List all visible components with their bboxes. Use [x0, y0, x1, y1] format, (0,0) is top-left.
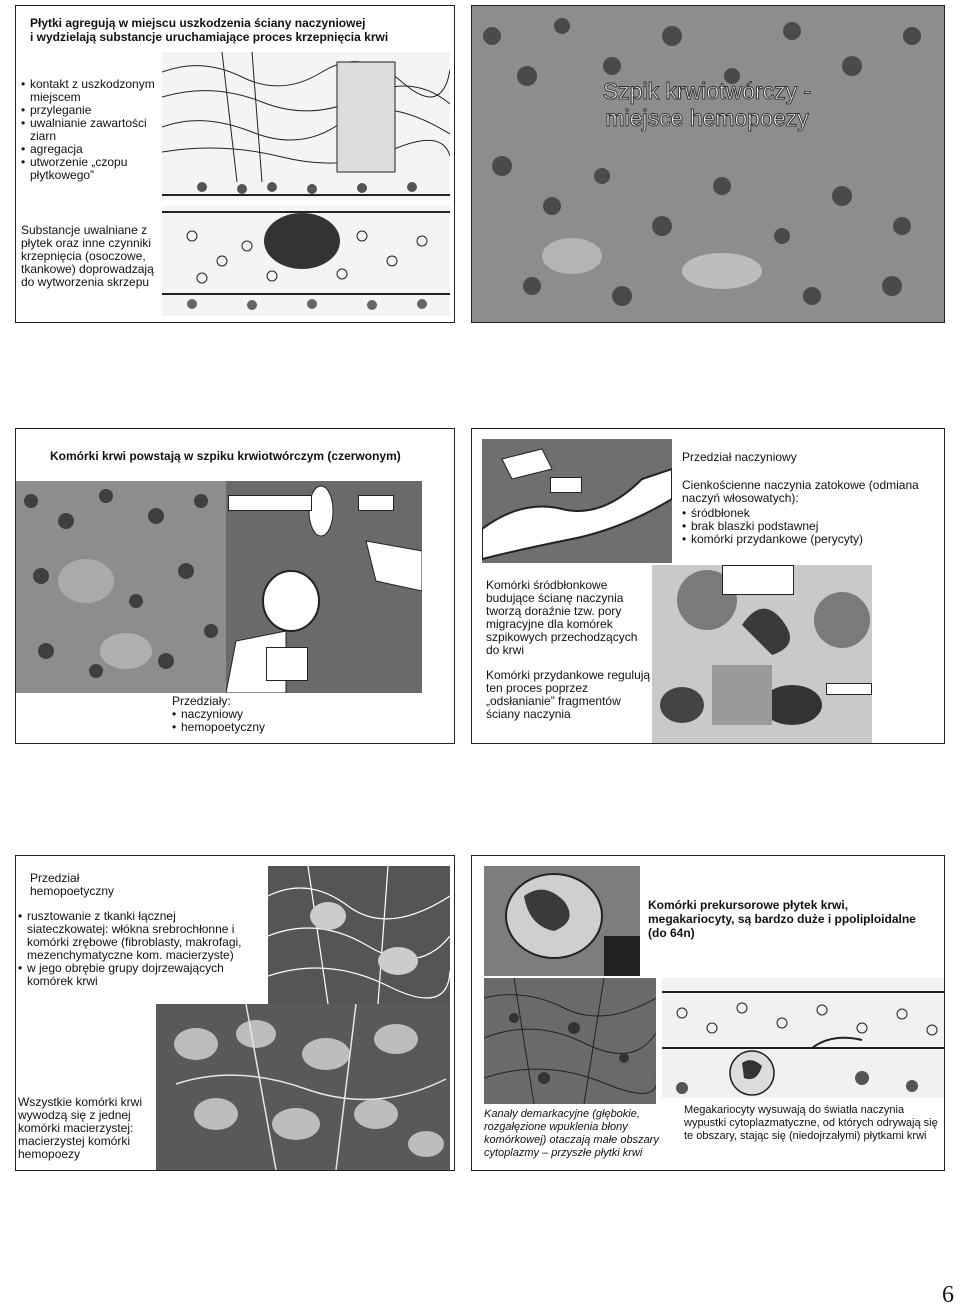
page-number: 6 — [942, 1282, 954, 1308]
slide6-title: Komórki prekursorowe płytek krwi, megakariocyty, są bardzo duże i ppoliploidalne (do 64n) — [648, 898, 916, 940]
diagram-label-box — [266, 647, 308, 681]
slide1-bullet: • przyleganie — [21, 104, 161, 117]
diagram-label-box — [722, 565, 794, 595]
slide4-title: Przedział naczyniowy — [682, 450, 797, 464]
scanning-micrograph — [156, 1004, 450, 1170]
slide4-bullet-list — [682, 507, 938, 546]
slide-megakaryocytes — [471, 855, 945, 1171]
megakaryocyte-vessel-drawing — [662, 978, 944, 1098]
slide1-title-line1: Płytki agregują w miejscu uszkodzenia ściany naczyniowej — [30, 16, 366, 30]
slide1-bullet: • agregacja — [21, 143, 161, 156]
diagram-label-box — [358, 495, 394, 511]
megakaryocyte-micrograph-bottom — [484, 978, 656, 1104]
slide5-title-line1: Przedział — [30, 871, 80, 885]
slide3-bullet: • hemopoetyczny — [172, 721, 372, 734]
vessel-damage-drawing-bottom — [162, 206, 450, 316]
slide5-title — [30, 872, 230, 898]
slide5-bullet: • rusztowanie z tkanki łącznej siateczkowatej: włókna srebrochłonne i komórki zrębowe (fibroblasty, makrofagi, mezenchymatyczne kom. macierzyste) — [18, 910, 244, 962]
megakaryocyte-micrograph-top — [484, 866, 640, 976]
slide5-bullet-list — [18, 910, 244, 988]
slide4-para2: Komórki przydankowe regulują ten proces poprzez „odsłanianie” fragmentów ściany naczynia — [486, 668, 651, 721]
slide6-caption-right: Megakariocyty wysuwają do światła naczynia wypustki cytoplazmatyczne, od których odrywają się te obszary, stając się (niedojrzałymi) płytkami krwi — [684, 1104, 938, 1142]
slide2-title-line1: Szpik krwiotwórczy - — [602, 78, 812, 104]
slide2-title — [532, 78, 882, 132]
slide-platelet-aggregation — [15, 5, 455, 323]
slide3-label: Przedziały: — [172, 694, 231, 708]
slide-hemopoietic-compartment — [15, 855, 455, 1171]
slide4-intro: Cienkościenne naczynia zatokowe (odmiana naczyń włosowatych): — [682, 478, 919, 505]
slide5-note: Wszystkie komórki krwi wywodzą się z jednej komórki macierzystej: macierzystej komórki hemopoezy — [18, 1095, 143, 1161]
slide1-bullet: • uwalnianie zawartości ziarn — [21, 117, 161, 143]
slide-bone-marrow — [471, 5, 945, 323]
marrow-compartments-diagram — [226, 481, 422, 693]
slide1-bullet-list — [21, 78, 161, 182]
slide4-bullet: • brak blaszki podstawnej — [682, 520, 938, 533]
slide4-para1: Komórki śródbłonkowe budujące ścianę naczynia tworzą doraźnie tzw. pory migracyjne dla komórek szpikowych przechodzących do krwi — [486, 578, 638, 657]
slide3-bullet: • naczyniowy — [172, 708, 372, 721]
vessel-damage-drawing-top — [162, 52, 450, 200]
slide1-bullet: • kontakt z uszkodzonym miejscem — [21, 78, 161, 104]
slide6-caption-left: Kanały demarkacyjne (głębokie, rozgałęzione wpuklenia błony komórkowej) otaczają małe obszary cytoplazmy – przyszłe płytki krwi — [484, 1108, 659, 1159]
slide5-bullet: • w jego obrębie grupy dojrzewających komórek krwi — [18, 962, 244, 988]
marrow-histology-photo — [16, 481, 226, 693]
diagram-label-box — [826, 683, 872, 695]
slide3-compartments — [172, 695, 372, 734]
slide4-bullet: • komórki przydankowe (perycyty) — [682, 533, 938, 546]
sinusoid-electron-micrograph — [652, 565, 872, 743]
slide1-title-line2: i wydzielają substancje uruchamiające proces krzepnięcia krwi — [30, 30, 389, 44]
bone-marrow-photo — [472, 6, 944, 322]
slide1-bullet: • utworzenie „czopu płytkowego” — [21, 156, 161, 182]
slide-blood-cell-origin — [15, 428, 455, 744]
slide2-title-line2: miejsce hemopoezy — [605, 105, 809, 131]
slide3-bullet-list — [172, 708, 372, 734]
diagram-label-box — [228, 495, 312, 511]
slide-vascular-compartment — [471, 428, 945, 744]
slide1-note: Substancje uwalniane z płytek oraz inne czynniki krzepnięcia (osoczowe, tkankowe) doprowadzają do wytworzenia skrzepu — [21, 223, 154, 289]
sinusoid-drawing — [482, 439, 672, 563]
slide1-title — [30, 16, 450, 44]
slide3-title: Komórki krwi powstają w szpiku krwiotwórczym (czerwonym) — [50, 449, 401, 463]
slide5-title-line2: hemopoetyczny — [30, 884, 115, 898]
slide4-bullet: • śródbłonek — [682, 507, 938, 520]
diagram-label-box — [550, 477, 582, 493]
reticular-tissue-drawing — [268, 866, 450, 1004]
